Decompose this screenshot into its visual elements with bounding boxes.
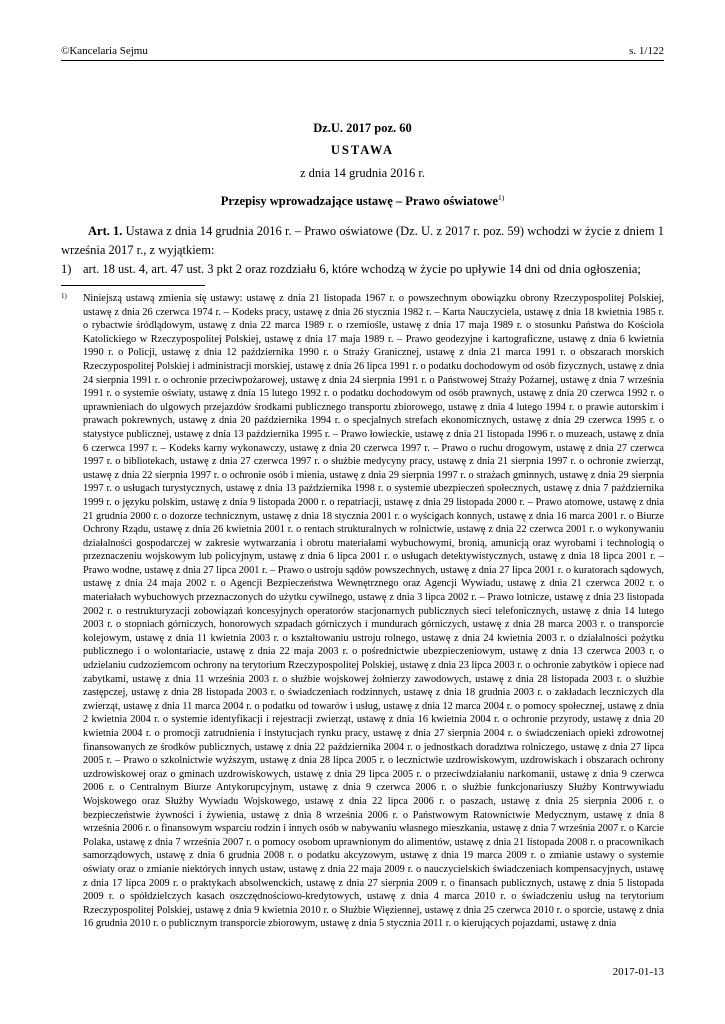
header-page-number: s. 1/122: [629, 45, 664, 57]
header-source: ©Kancelaria Sejmu: [61, 45, 148, 57]
footnote-text: Niniejszą ustawą zmienia się ustawy: ustawę z dnia 21 listopada 1967 r. o powszechnym obowiązku obrony Rzeczypospolitej Polskiej, ustawę z dnia 26 czerwca 1974 r. – Kodeks pracy, ustawę z dnia 26 stycznia 1982 r. – Karta Nauczyciela, ustawę z dnia 18 kwietnia 1985 r. o rybactwie śródlądowym, ustawę z dnia 22 marca 1989 r. o rzemiośle, ustawę z dnia 17 maja 1989 r. o stosunku Państwa do Kościoła Katolickiego w Rzeczypospolitej Polskiej, ustawę z dnia 17 maja 1989 r. – Prawo geodezyjne i kartograficzne, ustawę z dnia 6 kwietnia 1990 r. o Policji, ustawę z dnia 12 października 1990 r. o Straży Granicznej, ustawę z dnia 21 marca 1991 r. o obszarach morskich Rzeczypospolitej Polskiej i administracji morskiej, ustawę z dnia 26 lipca 1991 r. o podatku dochodowym od osób fizycznych, ustawę z dnia 24 sierpnia 1991 r. o ochronie przeciwpożarowej, ustawę z dnia 24 sierpnia 1991 r. o Państwowej Straży Pożarnej, ustawę z dnia 7 września 1991 r. o systemie oświaty, ustawę z dnia 15 lutego 1992 r. o podatku dochodowym od osób prawnych, ustawę z dnia 20 czerwca 1992 r. o uprawnieniach do ulgowych przejazdów środkami publicznego transportu zbiorowego, ustawę z dnia 4 lutego 1994 r. o prawie autorskim i prawach pokrewnych, ustawę z dnia 20 października 1994 r. o specjalnych strefach ekonomicznych, ustawę z dnia 29 czerwca 1995 r. o statystyce publicznej, ustawę z dnia 13 października 1995 r. – Prawo łowieckie, ustawę z dnia 21 listopada 1996 r. o muzeach, ustawę z dnia 6 czerwca 1997 r. – Kodeks karny wykonawczy, ustawę z dnia 20 czerwca 1997 r. – Prawo o ruchu drogowym, ustawę z dnia 27 czerwca 1997 r. o bibliotekach, ustawę z dnia 27 czerwca 1997 r. o służbie medycyny pracy, ustawę z dnia 21 sierpnia 1997 r. o ochronie zwierząt, ustawę z dnia 22 sierpnia 1997 r. o ochronie osób i mienia, ustawę z dnia 29 sierpnia 1997 r. o strażach gminnych, ustawę z dnia 29 sierpnia 1997 r. o usługach turystycznych, ustawę z dnia 13 października 1998 r. o systemie ubezpieczeń społecznych, ustawę z dnia 7 października 1999 r. o języku polskim, ustawę z dnia 9 listopada 2000 r. o repatriacji, ustawę z dnia 29 listopada 2000 r. – Prawo atomowe, ustawę z dnia 21 grudnia 2000 r. o dozorze technicznym, ustawę z dnia 18 stycznia 2001 r. o wyścigach konnych, ustawę z dnia 16 marca 2001 r. o Biurze Ochrony Rządu, ustawę z dnia 26 kwietnia 2001 r. o rentach strukturalnych w rolnictwie, ustawę z dnia 22 czerwca 2001 r. o wykonywaniu działalności gospodarczej w zakresie wytwarzania i obrotu materiałami wybuchowymi, bronią, amunicją oraz wyrobami i technologią o przeznaczeniu wojskowym lub policyjnym, ustawę z dnia 6 lipca 2001 r. o usługach detektywistycznych, ustawę z dnia 18 lipca 2001 r. – Prawo wodne, ustawę z dnia 27 lipca 2001 r. – Prawo o ustroju sądów powszechnych, ustawę z dnia 27 lipca 2001 r. o kuratorach sądowych, ustawę z dnia 24 maja 2002 r. o Agencji Bezpieczeństwa Wewnętrznego oraz Agencji Wywiadu, ustawę z dnia 21 czerwca 2002 r. o materiałach wybuchowych przeznaczonych do użytku cywilnego, ustawę z dnia 3 lipca 2002 r. – Prawo lotnicze, ustawę z dnia 23 listopada 2002 r. o restrukturyzacji zobowiązań koncesyjnych operatorów stacjonarnych publicznych sieci telefonicznych, ustawę z dnia 14 lutego 2003 r. o stopniach górniczych, honorowych szpadach górniczych i mundurach górniczych, ustawę z dnia 28 marca 2003 r. o transporcie kolejowym, ustawę z dnia 11 kwietnia 2003 r. o kształtowaniu ustroju rolnego, ustawę z dnia 24 kwietnia 2003 r. o działalności pożytku publicznego i o wolontariacie, ustawę z dnia 22 maja 2003 r. o pośrednictwie ubezpieczeniowym, ustawę z dnia 13 czerwca 2003 r. o udzielaniu cudzoziemcom ochrony na terytorium Rzeczypospolitej Polskiej, ustawę z dnia 23 lipca 2003 r. o ochronie zabytków i opiece nad zabytkami, ustawę z dnia 11 września 2003 r. o służbie wojskowej żołnierzy zawodowych, ustawę z dnia 28 listopada 2003 r. o służbie zastępczej, ustawę z dnia 28 listopada 2003 r. o świadczeniach rodzinnych, ustawę z dnia 18 grudnia 2003 r. o zakładach leczniczych dla zwierząt, ustawę z dnia 11 marca 2004 r. o podatku od towarów i usług, ustawę z dnia 12 marca 2004 r. o pomocy społecznej, ustawę z dnia 2 kwietnia 2004 r. o systemie identyfikacji i rejestracji zwierząt, ustawę z dnia 16 kwietnia 2004 r. o ochronie przyrody, ustawę z dnia 20 kwietnia 2004 r. o promocji zatrudnienia i instytucjach rynku pracy, ustawę z dnia 27 sierpnia 2004 r. o świadczeniach opieki zdrowotnej finansowanych ze środków publicznych, ustawę z dnia 22 października 2004 r. o jednostkach doradztwa rolniczego, ustawę z dnia 27 lipca 2005 r. – Prawo o szkolnictwie wyższym, ustawę z dnia 28 lipca 2005 r. o lecznictwie uzdrowiskowym, uzdrowiskach i obszarach ochrony uzdrowiskowej oraz o gminach uzdrowiskowych, ustawę z dnia 29 lipca 2005 r. o przeciwdziałaniu narkomanii, ustawę z dnia 9 czerwca 2006 r. o Centralnym Biurze Antykorupcyjnym, ustawę z dnia 9 czerwca 2006 r. o służbie funkcjonariuszy Służby Kontrwywiadu Wojskowego oraz Służby Wywiadu Wojskowego, ustawę z dnia 22 lipca 2006 r. o paszach, ustawę z dnia 25 sierpnia 2006 r. o bezpieczeństwie żywności i żywienia, ustawę z dnia 8 września 2006 r. o Państwowym Ratownictwie Medycznym, ustawę z dnia 8 września 2006 r. o finansowym wsparciu rodzin i innych osób w nabywaniu własnego mieszkania, ustawę z dnia 7 września 2007 r. o Karcie Polaka, ustawę z dnia 7 września 2007 r. o pomocy osobom uprawnionym do alimentów, ustawę z dnia 21 listopada 2008 r. o pracownikach samorządowych, ustawę z dnia 6 grudnia 2008 r. o podatku akcyzowym, ustawę z dnia 19 marca 2009 r. o zmianie ustawy o systemie oświaty oraz o zmianie niektórych innych ustaw, ustawę z dnia 22 maja 2009 r. o nauczycielskich świadczeniach kompensacyjnych, ustawę z dnia 17 lipca 2009 r. o praktykach absolwenckich, ustawę z dnia 27 sierpnia 2009 r. o finansach publicznych, ustawę z dnia 5 listopada 2009 r. o spółdzielczych kasach oszczędnościowo-kredytowych, ustawę z dnia 4 marca 2010 r. o świadczeniu usług na terytorium Rzeczypospolitej Polskiej, ustawę z dnia 9 kwietnia 2010 r. o Służbie Więziennej, ustawę z dnia 25 czerwca 2010 r. o sporcie, ustawę z dnia 16 grudnia 2010 r. o publicznym transporcie zbiorowym, ustawę z dnia 5 stycznia 2011 r. o kierujących pojazdami, ustawę z dnia: [83, 293, 664, 930]
footnote-separator: [61, 285, 205, 286]
journal-reference: Dz.U. 2017 poz. 60: [313, 121, 412, 135]
point-number: 1): [61, 262, 72, 276]
article-text: Ustawa z dnia 14 grudnia 2016 r. – Prawo oświatowe (Dz. U. z 2017 r. poz. 59) wchodzi w życie z dniem 1 września 2017 r., z wyjątkiem:: [61, 224, 664, 257]
footnote: [61, 292, 664, 931]
act-title: [61, 193, 664, 209]
footnote-mark: 1): [61, 292, 67, 300]
act-title-text: Przepisy wprowadzające ustawę – Prawo oświatowe: [220, 194, 498, 209]
footer-date: 2017-01-13: [612, 966, 664, 978]
act-type: USTAWA: [330, 143, 395, 157]
article-label: Art. 1.: [88, 224, 123, 238]
footnote-reference[interactable]: 1): [497, 193, 505, 202]
point-text: art. 18 ust. 4, art. 47 ust. 3 pkt 2 oraz rozdziału 6, które wchodzą w życie po upływie 14 dni od dnia ogłoszenia;: [83, 262, 641, 276]
header-rule: [61, 60, 664, 61]
article-1: [61, 222, 664, 260]
act-date: z dnia 14 grudnia 2016 r.: [300, 166, 425, 180]
